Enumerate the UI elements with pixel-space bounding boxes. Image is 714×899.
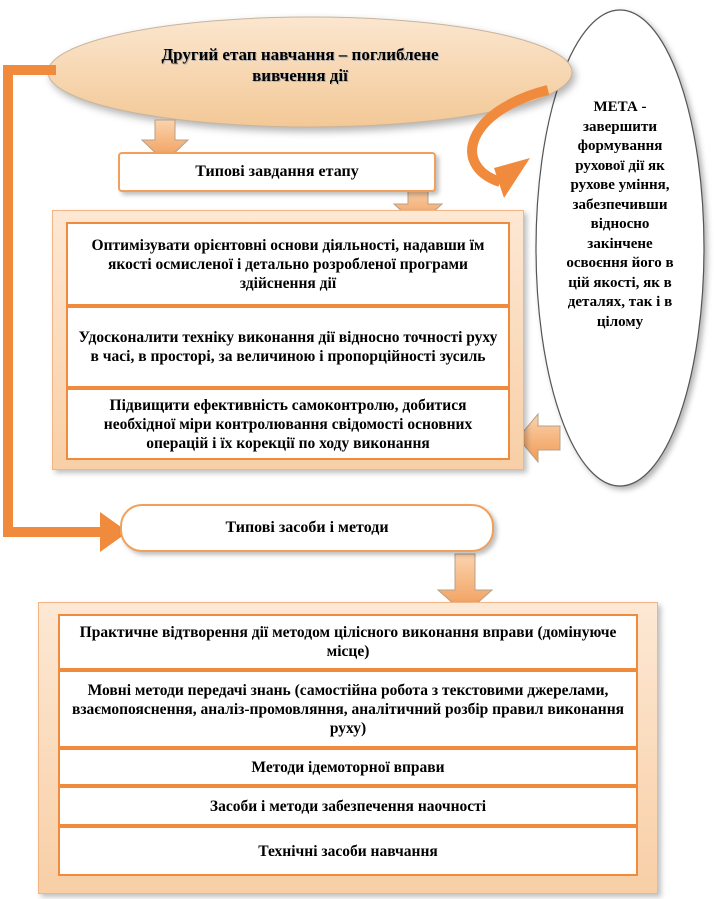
goal-body: завершити формування рухової дії як рухове уміння, забезпечивши відносно закінчене освоєння його в цій якості, як в деталях, так і в цілому	[566, 118, 674, 330]
method-box-1: Практичне відтворення дії методом цілісного виконання вправи (домінуюче місце)	[58, 614, 638, 670]
method-box-3: Методи ідемоторної вправи	[58, 748, 638, 786]
goal-to-tasks-arrow	[518, 414, 560, 462]
tasks-header	[118, 152, 436, 192]
tasks-header-label: Типові завдання етапу	[195, 163, 359, 180]
task-box-1: Оптимізувати орієнтовні основи діяльності, надавши їм якості осмисленої і детально розробленої програми здійснення дії	[66, 222, 510, 306]
task-box-2: Удосконалити техніку виконання дії відносно точності руху в часі, в просторі, за величиною і пропорційності зусиль	[66, 306, 510, 388]
curved-arrowhead	[494, 158, 530, 198]
goal-label: МЕТА -	[593, 99, 647, 115]
method-box-4: Засоби і методи забезпечення наочності	[58, 786, 638, 826]
title: Другий етап навчання – поглиблене вивчення дії	[161, 45, 439, 85]
goal-text	[557, 98, 683, 332]
method-box-2: Мовні методи передачі знань (самостійна робота з текстовими джерелами, взаємопояснення, аналіз-промовляння, аналітичний розбір правил виконання руху)	[58, 670, 638, 748]
method-box-5: Технічні засоби навчання	[58, 826, 638, 876]
methods-header	[120, 504, 494, 552]
methods-header-label: Типові засоби і методи	[225, 519, 389, 536]
task-box-3: Підвищити ефективність самоконтролю, добитися необхідної міри контролювання свідомості основних операцій і їх корекції по ходу виконання	[66, 388, 510, 460]
